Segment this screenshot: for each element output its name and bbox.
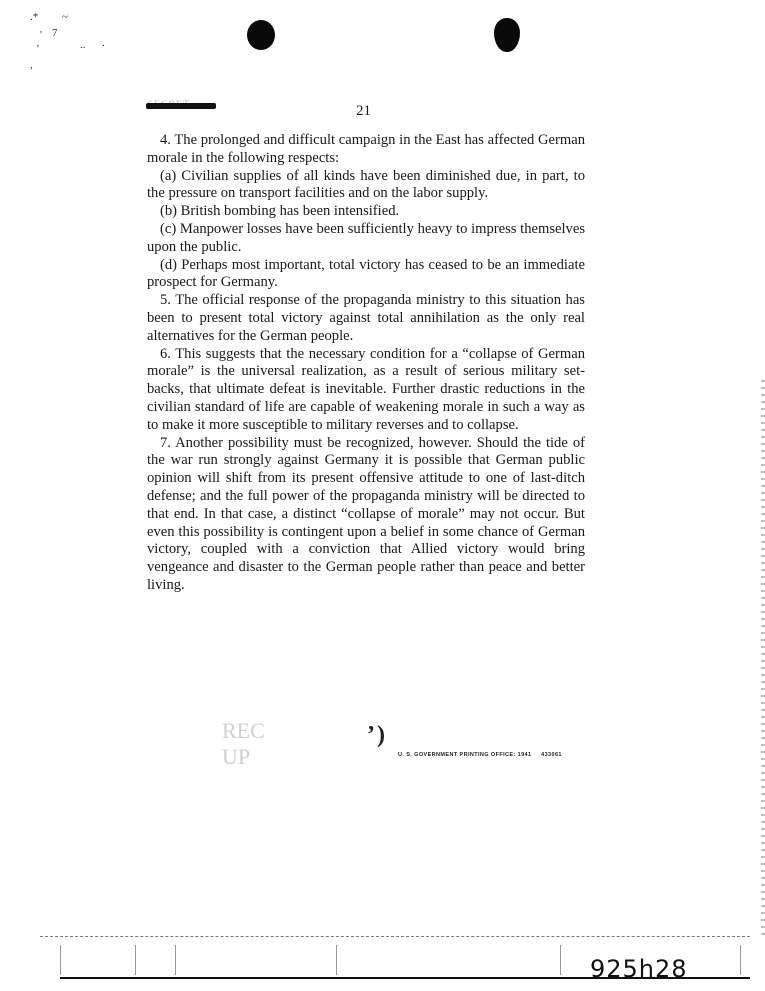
paragraph: (d) Perhaps most important, total victory has ceased to be an immediate prospect for Germany. [147, 256, 585, 291]
page-number: 21 [356, 103, 371, 119]
scan-speck: 7 [52, 27, 58, 39]
scan-speck: . [102, 37, 105, 49]
faint-received-stamp [222, 718, 292, 778]
form-number: 433061 [541, 752, 562, 758]
stamp-mark: ’ ) [367, 722, 385, 748]
punch-hole-right [494, 18, 520, 52]
paragraph: 4. The prolonged and difficult campaign in the East has affected German morale in the following respects: [147, 132, 585, 166]
scan-speck: ’ [36, 43, 40, 55]
printing-office-imprint [398, 752, 562, 758]
strip-tick [135, 945, 136, 975]
scan-edge-noise [761, 380, 765, 940]
scan-speck: .. [80, 39, 86, 51]
paragraph: 5. The official response of the propaganda ministry to this situation has been to present total victory against total annihilation as the only real alternatives for the German people. [147, 292, 585, 344]
imprint-text: U. S. GOVERNMENT PRINTING OFFICE: 1941 [398, 752, 532, 758]
faint-stamp-line: REC [222, 718, 265, 743]
scan-speck: , [30, 59, 33, 71]
strip-tick [60, 945, 61, 975]
paragraph: (a) Civilian supplies of all kinds have been diminished due, in part, to the pressure on transport facilities and on the labor supply. [147, 167, 585, 202]
punch-hole-left [247, 20, 275, 50]
strip-tick [740, 945, 741, 975]
classification-stamp: SECRET [148, 99, 191, 109]
paragraph: 6. This suggests that the necessary condition for a “collapse of German morale” is the universal realization, as a result of serious military set-backs, that ultimate defeat is inevitable. Further drastic reductions in the civilian standard of life are capable of weakening morale in such a way as to make it more susceptible to military reverses and to collapse. [147, 345, 585, 433]
scan-speck: ' [40, 29, 42, 41]
body-text [147, 132, 585, 595]
paragraph: 7. Another possibility must be recognized, however. Should the tide of the war run strongly against Germany it is possible that German public opinion will shift from its present offensive attitude to one of last-ditch defense; and the full power of the propaganda ministry will be directed to that end. In that case, a distinct “collapse of morale” may not occur. But even this possibility is contingent upon a belief in some chance of German victory, coupled with a conviction that Allied victory would bring vengeance and disaster to the German people rather than peace and better living. [147, 434, 585, 593]
strip-tick [175, 945, 176, 975]
paragraph: (b) British bombing has been intensified. [160, 203, 400, 220]
paragraph: (c) Manpower losses have been sufficiently heavy to impress themselves upon the public. [147, 220, 585, 255]
strip-tick [336, 945, 337, 975]
scan-speck: .* [30, 11, 39, 23]
faint-stamp-line: UP [222, 744, 251, 769]
strip-tick [560, 945, 561, 975]
scan-speck: ~ [62, 11, 68, 23]
handwritten-id: 925h28 [590, 955, 688, 983]
